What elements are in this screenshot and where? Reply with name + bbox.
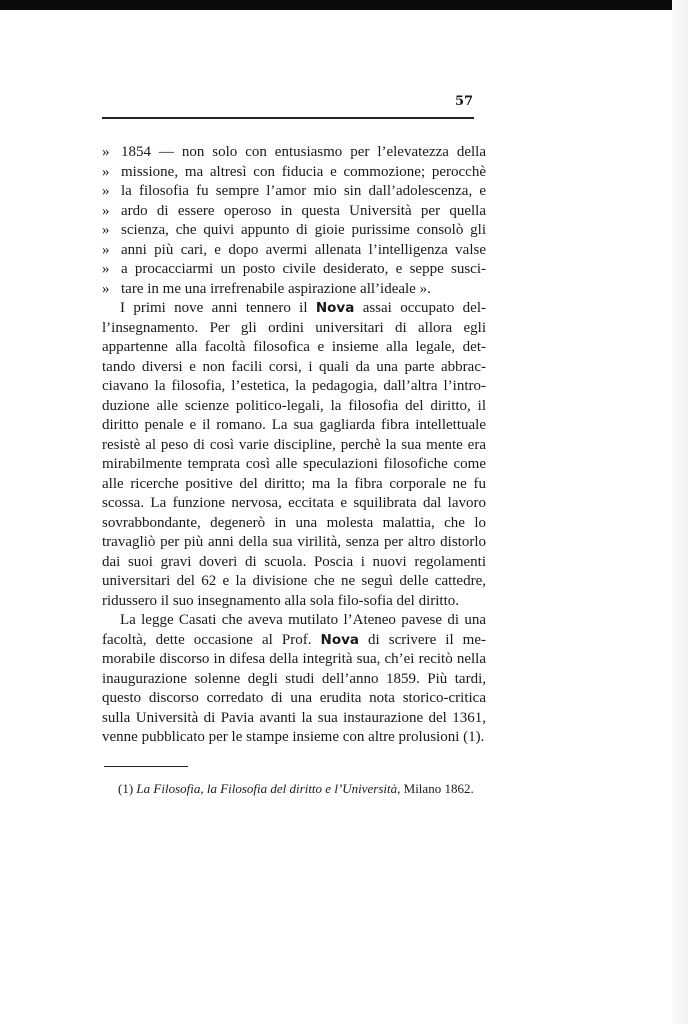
quote-mark: » <box>102 163 110 180</box>
quotation-block <box>102 143 486 299</box>
paragraph-text: di scrivere il me-morabile discorso in difesa della integrità sua, ch’ei recitò nella inaugurazione solenne degli studi dell’anno 1859. Più tardi, questo discorso corredato di una erudita nota storico-critica sulla Università di Pavia avanti la sua instaurazione del 1361, venne pubblicato per le stampe insieme con altre prolusioni (1). <box>102 631 486 745</box>
quote-line-text: tare in me una irrefrenabile aspirazione all’ideale ». <box>121 280 431 297</box>
quote-line <box>102 260 486 280</box>
body-text <box>102 143 486 748</box>
quote-line <box>102 143 486 163</box>
quote-line <box>102 182 486 202</box>
quote-line <box>102 221 486 241</box>
footnote-rule <box>104 766 188 767</box>
paragraph-teaching <box>102 299 486 611</box>
quote-mark: » <box>102 241 110 258</box>
person-name: Nova <box>320 631 359 648</box>
scan-top-border <box>0 0 688 10</box>
quote-mark: » <box>102 261 110 277</box>
quote-line-text: la filosofia fu sempre l’amor mio sin dall’adolescenza, e <box>121 183 486 199</box>
quote-line <box>102 280 486 300</box>
quote-mark: » <box>102 222 110 238</box>
quote-line-text: scienza, che quivi appunto di gioie purissime consolò gli <box>121 222 486 238</box>
footnote <box>118 781 488 797</box>
paragraph-text: La legge Casati che aveva mutilato l’Ateneo pavese di una facoltà, dette occasione al Prof. <box>102 612 486 648</box>
quote-line-text: ardo di essere operoso in questa Università per quella <box>121 202 486 219</box>
footnote-title: La Filosofia, la Filosofia del diritto e l’Università, <box>136 781 401 796</box>
footnote-marker: (1) <box>118 781 134 796</box>
quote-line-text: 1854 — non solo con entusiasmo per l’elevatezza della <box>121 144 486 160</box>
footnote-place-year: Milano 1862. <box>403 781 474 796</box>
quote-line <box>102 241 486 261</box>
quote-mark: » <box>102 280 110 297</box>
quote-line <box>102 202 486 222</box>
scan-right-edge <box>672 0 688 1024</box>
person-name: Nova <box>315 300 355 316</box>
quote-mark: » <box>102 144 110 160</box>
page-number: 57 <box>455 94 474 109</box>
quote-line-text: anni più cari, e dopo avermi allenata l’intelligenza valse <box>121 241 486 258</box>
quote-line <box>102 163 486 183</box>
paragraph-casati-law <box>102 611 486 748</box>
paragraph-text: I primi nove anni tennero il <box>120 300 316 316</box>
quote-mark: » <box>102 202 110 219</box>
quote-mark: » <box>102 183 110 199</box>
header-rule <box>102 117 474 119</box>
paragraph-text: assai occupato del-l’insegnamento. Per gli ordini universitari di allora egli appartenne alla facoltà filosofica e insieme alla legale, det-tando diversi e non facili corsi, i quali da una parte abbrac-ciavano la filosofia, l’estetica, la pedagogia, dall’altra l’intro-duzione alle scienze politico-legali, la filosofia del diritto, il diritto penale e il romano. La sua gagliarda fibra intellettuale resistè al peso di così varie discipline, perchè la sua mente era mirabilmente temprata così alle speculazioni filosofiche come alle ricerche positive del diritto; ma la fibra corporale ne fu scossa. La funzione nervosa, eccitata e squilibrata dal lavoro sovrabbondante, degenerò in una molesta malattia, che lo travagliò per più anni della sua virilità, senza per altro distorlo dai suoi gravi doveri di scuola. Poscia i nuovi regolamenti universitari del 62 e la divisione che ne seguì delle cattedre, ridussero il suo insegnamento alla sola filo-sofia del diritto. <box>102 300 486 609</box>
quote-line-text: missione, ma altresì con fiducia e commozione; perocchè <box>121 163 486 180</box>
quote-line-text: a procacciarmi un posto civile desiderato, e seppe susci- <box>121 261 486 277</box>
